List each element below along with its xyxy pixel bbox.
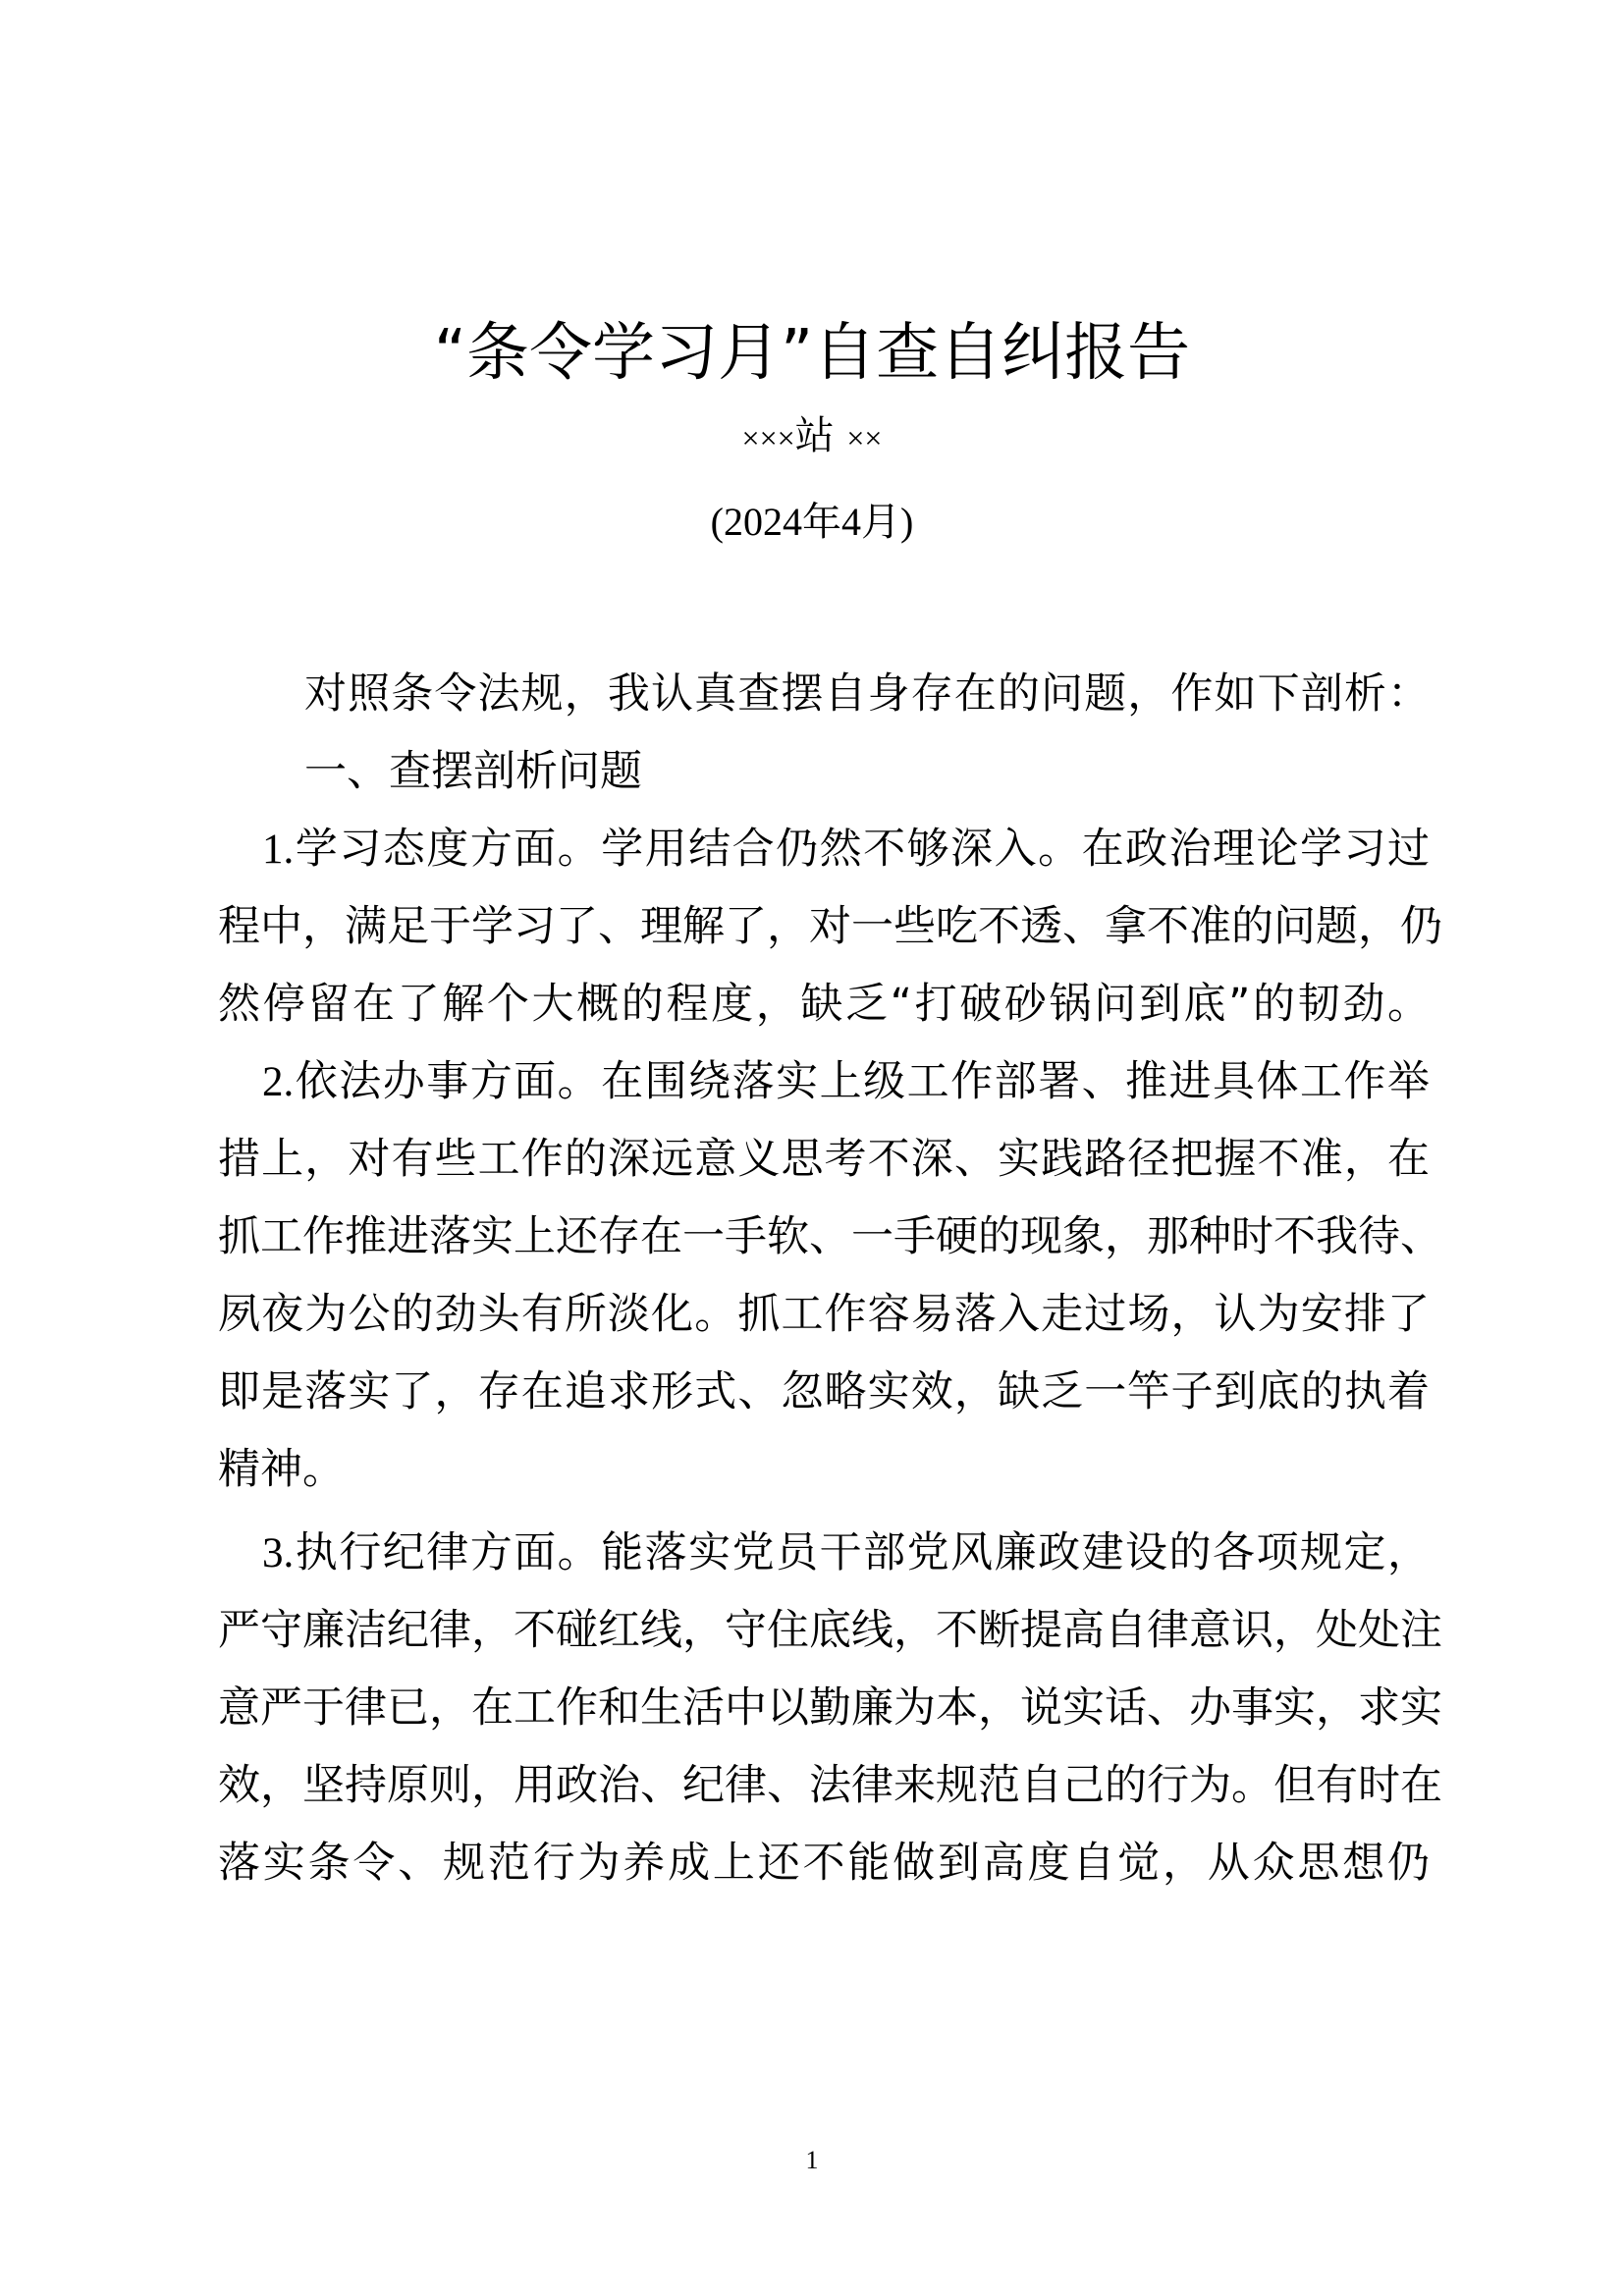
- paragraph-line: [218, 1515, 1430, 1592]
- author-prefix: ×××: [741, 420, 795, 455]
- document-title: “条令学习月”自查自纠报告: [433, 317, 1191, 390]
- page-number: 1: [805, 2146, 819, 2174]
- document-body: [218, 656, 1442, 1902]
- paragraph-line: [218, 811, 1430, 888]
- paragraph-line: 即是落实了，存在追求形式、忽略实效，缺乏一竿子到底的执着: [218, 1367, 1430, 1416]
- section-3: [218, 1515, 1442, 1902]
- paragraph-line: 严守廉洁纪律，不碰红线，守住底线，不断提高自律意识，处处注: [218, 1606, 1442, 1655]
- item-number: 3.: [262, 1530, 295, 1576]
- item-number: 2.: [262, 1059, 295, 1105]
- author-station: 站: [794, 413, 835, 458]
- paragraph-line: 意严于律已，在工作和生活中以勤廉为本，说实话、办事实，求实: [218, 1683, 1442, 1733]
- author-name: ××: [846, 420, 883, 455]
- section-heading: 一、查摆剖析问题: [304, 747, 642, 796]
- paragraph-line: 措上，对有些工作的深远意义思考不深、实践路径把握不准，在: [218, 1135, 1430, 1184]
- author-line: [0, 410, 1624, 463]
- paragraph-line: 精神。: [218, 1445, 345, 1494]
- paragraph-line: 然停留在了解个大概的程度，缺乏“打破砂锅问到底”的韧劲。: [218, 980, 1430, 1029]
- line-text: 执行纪律方面。能落实党员干部党风廉政建设的各项规定，: [294, 1528, 1430, 1577]
- paragraph-line: 落实条令、规范行为养成上还不能做到高度自觉，从众思想仍: [218, 1839, 1430, 1888]
- line-text: 学习态度方面。学用结合仍然不够深入。在政治理论学习过: [294, 825, 1430, 874]
- paragraph-line: 程中，满足于学习了、理解了，对一些吃不透、拿不准的问题，仍: [218, 902, 1442, 951]
- paragraph-line: [218, 1043, 1430, 1121]
- line-text: 依法办事方面。在围绕落实上级工作部署、推进具体工作举: [294, 1057, 1430, 1106]
- document-date: (2024年4月): [710, 500, 914, 544]
- section-2: [218, 1043, 1442, 1509]
- paragraph-line: 效，坚持原则，用政治、纪律、法律来规范自己的行为。但有时在: [218, 1761, 1442, 1810]
- item-number: 1.: [262, 827, 295, 873]
- paragraph-line: 夙夜为公的劲头有所淡化。抓工作容易落入走过场，认为安排了: [218, 1290, 1430, 1339]
- section-1: [218, 811, 1442, 1043]
- intro-paragraph: 对照条令法规，我认真查摆自身存在的问题，作如下剖析：: [304, 669, 1430, 719]
- paragraph-line: 抓工作推进落实上还存在一手软、一手硬的现象，那种时不我待、: [218, 1212, 1442, 1261]
